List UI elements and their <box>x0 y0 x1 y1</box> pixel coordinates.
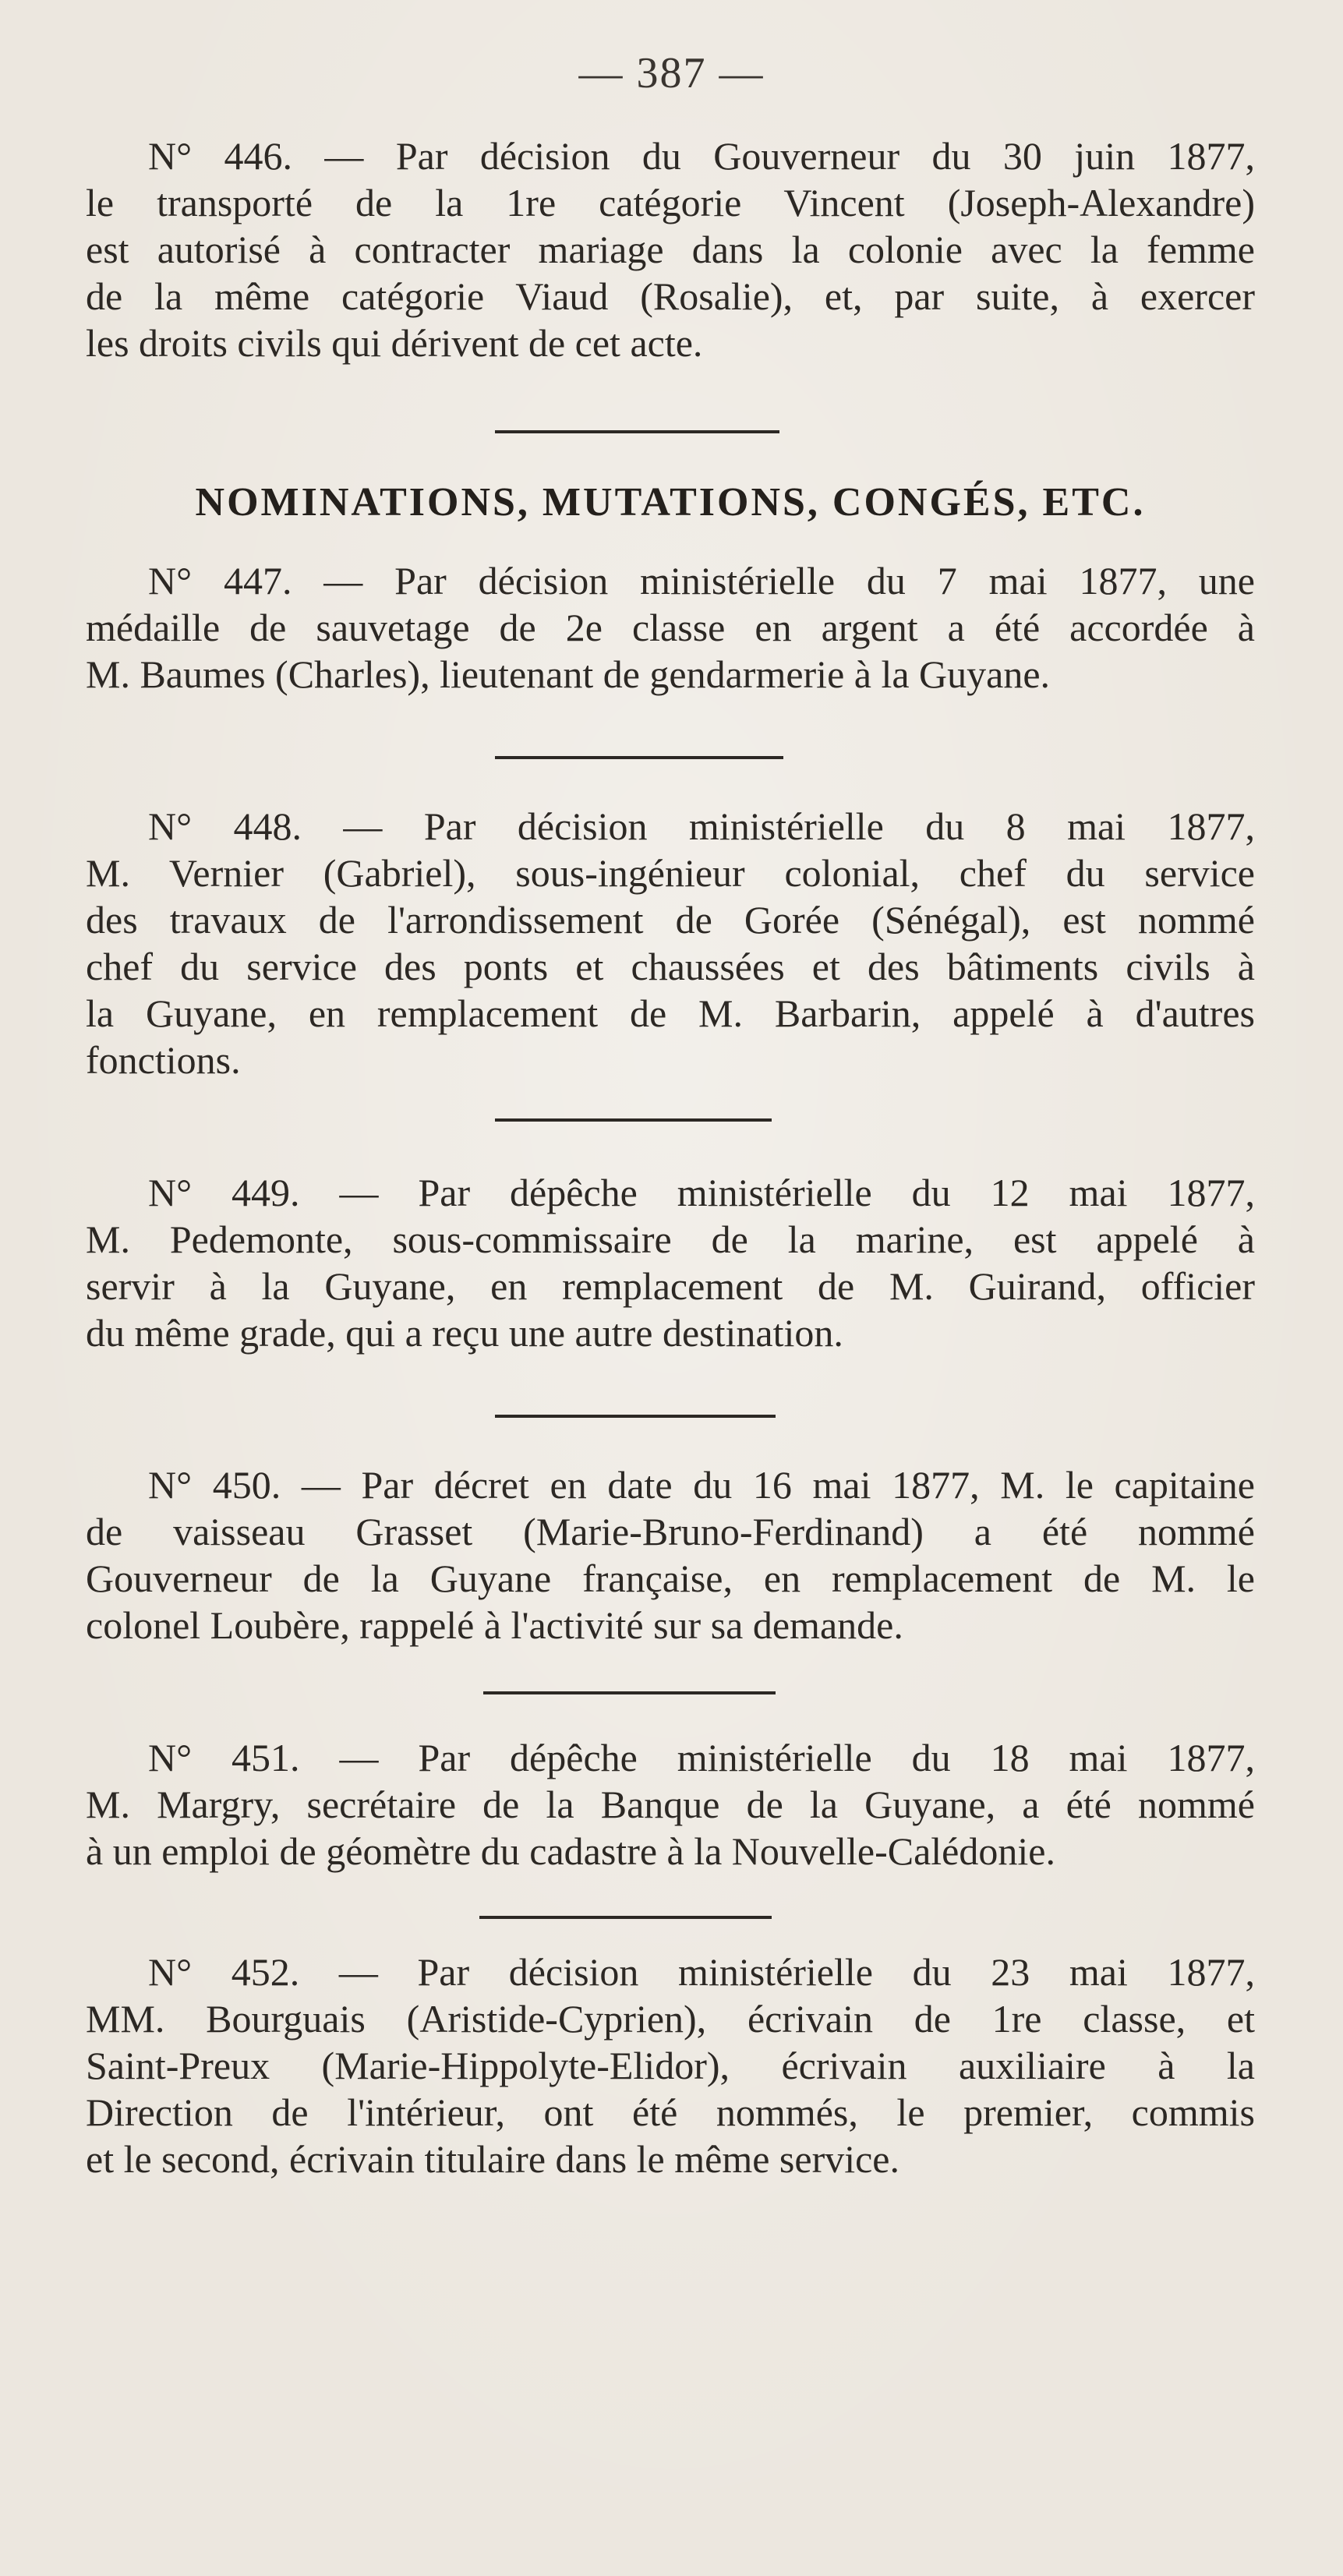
entry-449 <box>86 1169 1255 1356</box>
entry-447 <box>86 557 1255 698</box>
entry-line: N° 448. — Par décision ministérielle du 8 mai 1877, <box>148 804 1255 848</box>
section-heading: NOMINATIONS, MUTATIONS, CONGÉS, ETC. <box>195 480 1146 525</box>
entry-line: médaille de sauvetage de 2e classe en argent a été accordée à <box>86 606 1255 649</box>
entry-line: N° 447. — Par décision ministérielle du 7 mai 1877, une <box>148 559 1255 602</box>
entry-450 <box>86 1461 1255 1648</box>
divider-rule <box>479 1916 772 1919</box>
entry-line: N° 446. — Par décision du Gouverneur du 30 juin 1877, <box>148 134 1255 178</box>
entry-line: M. Vernier (Gabriel), sous-ingénieur colonial, chef du service <box>86 851 1255 895</box>
page-number: — 387 — <box>578 49 765 97</box>
entry-line: Direction de l'intérieur, ont été nommés, le premier, commis <box>86 2090 1255 2134</box>
entry-line: colonel Loubère, rappelé à l'activité sur sa demande. <box>86 1603 903 1647</box>
entry-line: N° 452. — Par décision ministérielle du 23 mai 1877, <box>148 1950 1255 1994</box>
entry-line: du même grade, qui a reçu une autre destination. <box>86 1311 843 1355</box>
entry-line: fonctions. <box>86 1038 241 1082</box>
entry-451 <box>86 1734 1255 1875</box>
entry-line: et le second, écrivain titulaire dans le même service. <box>86 2137 899 2181</box>
entry-line: N° 449. — Par dépêche ministérielle du 12 mai 1877, <box>148 1171 1255 1214</box>
entry-line: des travaux de l'arrondissement de Gorée (Sénégal), est nommé <box>86 898 1255 942</box>
entry-446 <box>86 133 1255 366</box>
divider-rule <box>495 756 783 759</box>
entry-line: à un emploi de géomètre du cadastre à la Nouvelle-Calédonie. <box>86 1829 1055 1873</box>
divider-rule <box>483 1691 776 1694</box>
entry-line: servir à la Guyane, en remplacement de M. Guirand, officier <box>86 1264 1255 1308</box>
entry-line: la Guyane, en remplacement de M. Barbarin, appelé à d'autres <box>86 991 1255 1035</box>
entry-line: Saint-Preux (Marie-Hippolyte-Elidor), écrivain auxiliaire à la <box>86 2044 1255 2087</box>
entry-line: N° 450. — Par décret en date du 16 mai 1877, M. le capitaine <box>148 1463 1255 1507</box>
entry-line: est autorisé à contracter mariage dans la colonie avec la femme <box>86 228 1255 271</box>
entry-line: M. Margry, secrétaire de la Banque de la Guyane, a été nommé <box>86 1783 1255 1826</box>
divider-rule <box>495 430 779 433</box>
entry-line: de vaisseau Grasset (Marie-Bruno-Ferdinand) a été nommé <box>86 1510 1255 1553</box>
entry-452 <box>86 1949 1255 2182</box>
entry-line: chef du service des ponts et chaussées et des bâtiments civils à <box>86 945 1255 988</box>
entry-line: le transporté de la 1re catégorie Vincent (Joseph-Alexandre) <box>86 181 1255 224</box>
entry-line: N° 451. — Par dépêche ministérielle du 18 mai 1877, <box>148 1736 1255 1779</box>
entry-line: MM. Bourguais (Aristide-Cyprien), écrivain de 1re classe, et <box>86 1997 1255 2041</box>
entry-448 <box>86 803 1255 1083</box>
entry-line: M. Pedemonte, sous-commissaire de la marine, est appelé à <box>86 1217 1255 1261</box>
entry-line: de la même catégorie Viaud (Rosalie), et, par suite, à exercer <box>86 274 1255 318</box>
entry-line: les droits civils qui dérivent de cet acte. <box>86 321 703 365</box>
entry-line: M. Baumes (Charles), lieutenant de gendarmerie à la Guyane. <box>86 652 1051 696</box>
divider-rule <box>495 1118 772 1122</box>
entry-line: Gouverneur de la Guyane française, en remplacement de M. le <box>86 1557 1255 1600</box>
divider-rule <box>495 1415 776 1418</box>
